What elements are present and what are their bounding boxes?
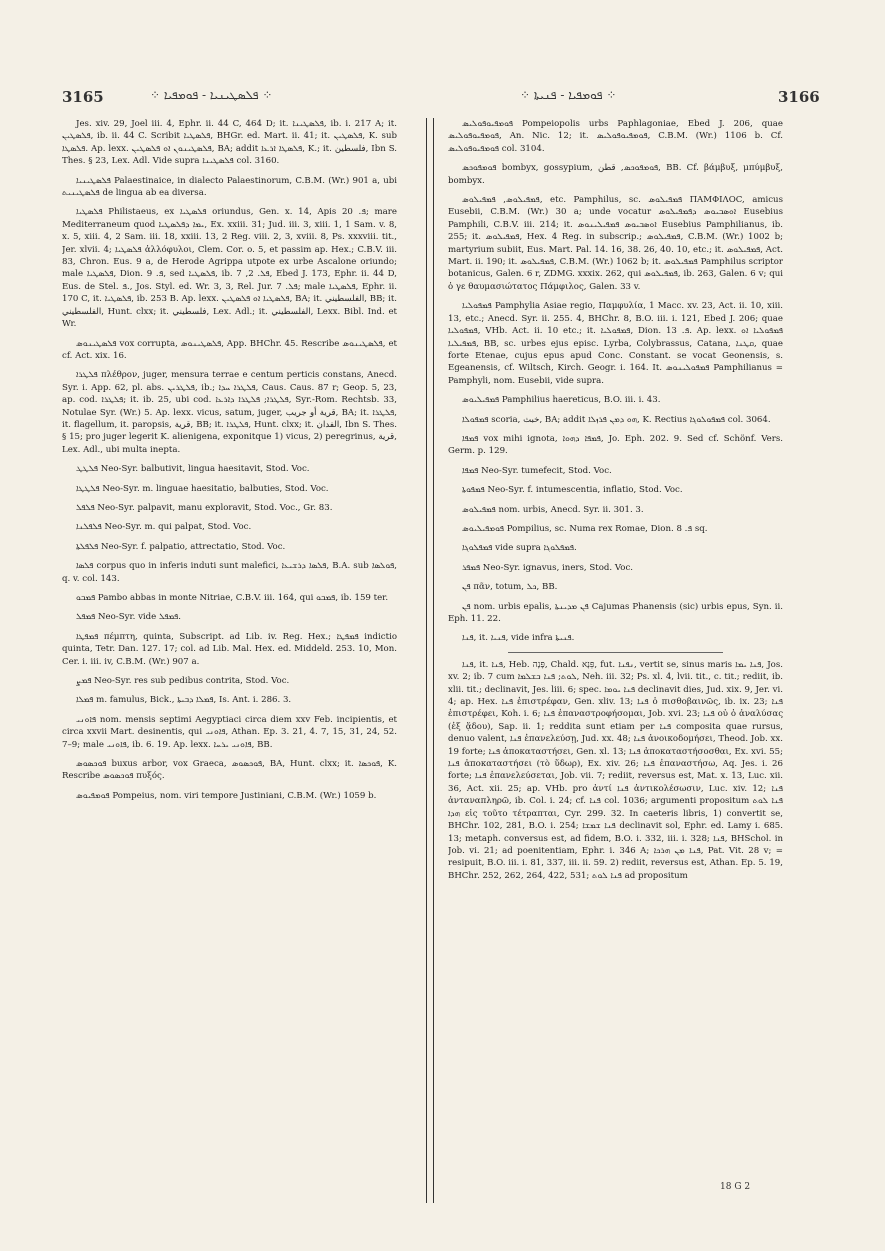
right-running-title: ⁘ ܦܘܡܦܝܐ - ܦܢܝܬܐ ⁘ (520, 88, 617, 102)
dictionary-entry: ܦܐܘܢܝ nom. mensis septimi Aegyptiaci circa diem xxv Feb. incipientis, et circa xxvii Mart. desinentis, qui ܦܐܘܢܝ, Athan. Ep. 3. 21, 4. 7, 15, 31, 24, 52. 7–9; male ܦܐܘܢܝ, ib. 6. 19. Ap. lexx. ܦܐܘܢܝ ܝܪܚܐ, BB. (62, 714, 397, 750)
column-divider (426, 118, 434, 1203)
dictionary-entry: ܦܡܦܐ Neo-Syr. tumefecit, Stod. Voc. (462, 465, 612, 476)
left-page-number: 3165 (62, 88, 104, 106)
dictionary-entry: ܦܡܦܠ Neo-Syr. vide ܦܡܦܠ. (76, 612, 182, 623)
dictionary-entry: ܦܘܡܦܝܘܦܘܠܝܣ Pompeiopolis urbs Paphlagoniae, Ebed J. 206, quae ܦܘܡܦܝܘܦܘܠܝܣ, An. Nic. 12; it. ܦܘܡܦܝܘܦܘܠܝܣ, C.B.M. (Wr.) 1106 b. Cf. ܦܘܡܦܝܘܦܘܠܝܣ col. 3104. (448, 119, 783, 154)
dictionary-entry: ܦܘܟܣܘܣ buxus arbor, vox Graeca, ܦܘܟܣܘܣ, BA, Hunt. clxx; it. ܦܘܟܣܐ, K. Rescribe ܦܘܟܣܘܣ πυξός. (62, 759, 397, 782)
dictionary-entry: ܦܡܦܘܬܐ Neo-Syr. f. intumescentia, inflatio, Stod. Voc. (462, 485, 683, 496)
dictionary-entry: ܦܡܠܐ m. famulus, Bick., ܦܡܠܐ ܕܒܝܬܐ, Is. Ant. i. 286. 3. (76, 695, 292, 706)
right-page-number: 3166 (778, 88, 820, 106)
dictionary-entry: ܦܘܡܦܝܠܝܘܣ Pompilius, sc. Numa rex Romae, Dion. ܦ. 8 sq. (462, 523, 708, 534)
dictionary-entry: ܦܡܦܪ Neo-Syr. ignavus, iners, Stod. Voc. (462, 562, 633, 573)
dictionary-entry: ܦܡܒܘ Pambo abbas in monte Nitriae, C.B.V. iii. 164, qui ܦܡܒܘ, ib. 159 ter. (76, 593, 389, 603)
dictionary-entry: ܦܠܣܛܝܢܝܐ Palaestinaice, in dialecto Palaestinorum, C.B.M. (Wr.) 901 a, ubi ܦܠܣܛܝܢܝܬ de lingua ab ea diversa. (62, 175, 397, 199)
dictionary-entry: Jes. xiv. 29, Joel iii. 4, Ephr. ii. 44 C, 464 D; it. ܦܠܣܛܝܢܐ, ib. i. 217 A; it. ܦܠܣܛܝܢ, ib. ii. 44 C. Scribit ܦܠܣܛܝܐ, BHGr. ed. Mart. ii. 41; it. ܦܠܣܛܝܢ, K. sub ܦܠܣܛܐ. Ap. lexx. ܦܠܣܛܝܢܘܢ ܐܘ ܦܠܣܛܝܢ, BA; addit ܦܠܣܛܐ ܐܪܥܐ, K.; it. فلسطين, Ibn S. Thes. § 23, Lex. Adl. Vide supra ܦܠܣܛܝܢܐ col. 3160. (62, 119, 397, 167)
dictionary-entry: ܦܡܦܐ vox mihi ignota, ܦܡܦܐ ܕܗܘܐ, Jo. Eph. 202. 9. Sed cf. Schönf. Vers. Germ. p. 129. (448, 433, 783, 457)
left-column (62, 118, 397, 1208)
dictionary-entry: ܦܡܦܝܠܘܣ nom. urbis, Anecd. Syr. ii. 301. 3. (462, 504, 644, 515)
dictionary-entry: ܦܡܦܝܠܝܘܣ Pamphilius haereticus, B.O. iii. i. 43. (462, 395, 661, 406)
dictionary-entry: ܦܡܦܛܐ πέμπτη, quinta, Subscript. ad Lib. iv. Reg. Hex.; ܦܡܦܛܐ indictio quinta, Tetr. Dan. 127. 17; col. ad Lib. Mal. Hex. ed. Middeld. 253. 10, Mon. Cer. i. iii. iv, C.B.M. (Wr.) 907 a. (62, 631, 397, 667)
dictionary-entry: ܦܡܨ Neo-Syr. res sub pedibus contrita, Stod. Voc. (76, 676, 290, 687)
dictionary-entry: ܦܢܐ, it. ܦܢܝܐ, vide infra ܦܢܝܬܐ. (462, 633, 575, 644)
dictionary-entry: ܦܢ πᾶν, totum, ܟܠ, BB. (462, 582, 558, 593)
dictionary-entry: ܦܠܣܐ corpus quo in inferis induti sunt malefici, ܦܠܣܐ ܕܪܫܝܥܐ, B.A. sub ܦܘܠܣܐ, q. v. col. 143. (62, 561, 397, 584)
dictionary-entry: ܦܘܡܦܘܟܣ bombyx, gossypium, ܦܘܡܦܘܟܣ, قطن, BB. Cf. βάμβυξ, μπύμβυξ, bombyx. (448, 163, 783, 186)
section-divider (508, 652, 723, 653)
dictionary-entry: ܦܡܦܘܠܝܐ Pamphylia Asiae regio, Παμφυλία, 1 Macc. xv. 23, Act. ii. 10, xiii. 13, etc.; Anecd. Syr. ii. 255. 4, BHChr. 8, B.O. iii. i. 121, Ebed J. 206; quae ܦܡܦܘܠܝܐ, VHb. Act. ii. 10 etc.; it. ܦܡܦܘܠܝܐ, Dion. ܦ. 13. Ap. lexx. ܦܡܦܘܠܝܐ ܐܘ ܦܡܦܝܠܝܐ, BB, sc. urbes ejus episc. Lyrba, Colybrassus, Catana, ܩܛܢܐ, quae forte Etenae, cujus epus apud Conc. Constant. se vocat Geonensis, s. Egeanensis, cf. Wiltsch, Kirch. Geogr. i. 164. It. ܦܡܦܘܠܝܢܘܣ Pamphilianus = Pamphyli, nom. Eusebii, vide supra. (448, 301, 783, 386)
dictionary-entry: ܦܡܦܘܠܐ scoria, خبث, BA; addit ܗܘ ܕܡܢ ܦܪܙܠܐ, K. Rectius ܦܡܦܘܠܘܓܐ col. 3064. (462, 414, 771, 425)
dictionary-entry: ܦܠܦܠܬܐ Neo-Syr. f. palpatio, attrectatio, Stod. Voc. (76, 541, 286, 552)
right-column (448, 118, 783, 1208)
dictionary-entry: ܦܠܛܛܐ Neo-Syr. m. linguae haesitatio, balbuties, Stod. Voc. (76, 483, 329, 494)
dictionary-entry: ܦܡܦܝܠܘܣ, ܦܡܦܝܠܘܣ, etc. Pamphilus, sc. ܦܡܦܝܠܘܣ ΠΑΜΦΙΛΟC, amicus Eusebii, C.B.M. (Wr.) 30 a; unde vocatur ܐܘܣܒܝܘܣ ܕܦܡܦܝܠܘܣ Eusebius Pamphili, C.B.V. iii. 214; it. ܐܘܣܒܝܘܣ ܦܡܦܝܠܝܢܘܣ Eusebius Pamphilianus, ib. 255; it. ܦܡܦܝܠܘܣ, Hex. 4 Reg. in subscrip.; ܦܡܦܝܠܘܣ, C.B.M. (Wr.) 1002 b; martyrium subiit, Eus. Mart. Pal. 14. 16, 38. 26, 40. 10, etc.; it. ܦܡܦܝܠܘܣ, Act. Mart. ii. 190; it. ܦܡܦܝܠܘܣ, C.B.M. (Wr.) 1062 b; it. ܦܡܦܝܠܘܣ Pamphilus scriptor botanicus, Galen. 6 r, ZDMG. xxxix. 262, qui ܦܡܦܝܠܘܣ, ib. 263, Galen. 6 v; qui ὁ γε θαυμασιώτατος Πάμφιλος, Galen. 33 v. (448, 195, 783, 292)
dictionary-entry: ܦܢ nom. urbis epalis, ܦܢ ܡܕܝܢܬܐ Cajumas Phanensis (sic) urbis epus, Syn. ii. Eph. 11. 22. (448, 601, 783, 624)
dictionary-entry: ܦܠܛܛ Neo-Syr. balbutivit, lingua haesitavit, Stod. Voc. (76, 464, 310, 475)
dictionary-entry: ܦܠܛܪܐ πλέθρον, juger, mensura terrae e centum perticis constans, Anecd. Syr. i. App. 62, pl. abs. ܦܠܛܪܝܢ, ib.; ܦܠܛܪܐ ܚܕܐ, Caus. Caus. 87 r; Geop. 5, 23, ap. cod. ܦܠܛܪܐ; it. ib. 25, ubi cod. ܦܠܛܪܐ; ܦܠܛܪܐ ܕܐܪܥܐ, Syr.-Rom. Rechtsb. 33, Notulae Syr. (Wr.) 5. Ap. lexx. vicus, satum, juger, قرية أو جريب, BA; it. ܦܠܛܪܐ, it. flagellum, it. paropsis, قرية, BB; it. ܦܠܛܪܐ, Hunt. clxx; it. الفدان, Ibn S. Thes. § 15; pro juger legerit K. alienigena, exponitque 1) vicus, 2) peregrinus, قرية, Lex. Adl., ubi multa inepta. (62, 370, 397, 455)
dictionary-entry: ܦܠܣܛܝܢܘܣ vox corrupta, ܦܠܣܛܝܢܘܣ, App. BHChr. 45. Rescribe ܦܠܣܛܝܢܘܣ, et cf. Act. xix. 16. (62, 338, 397, 361)
left-running-title: ⁘ ܦܠܣܛܝܢܝܐ - ܦܘܡܦܝܐ ⁘ (150, 88, 273, 102)
dictionary-entry: ܦܠܦܠܢܐ Neo-Syr. m. qui palpat, Stod. Voc. (76, 522, 252, 533)
signature-mark: 18 G 2 (720, 1182, 751, 1192)
dictionary-entry: ܦܠܣܛܝܐ Philistaeus, ex ܦܠܣܛܝܐ oriundus, Gen. x. 14, Apis ܦ. 20; mare Mediterraneum quod ܝܡܐ ܕܦܠܣܛܝܐ, Ex. xxiii. 31; Jud. iii. 3, xiii. 1, 1 Sam. v. 8, x. 5, xiii. 4, 2 Sam. iii. 18, xxiii. 13, 2 Reg. viii. 2, 3, xviii. 8, Ps. xxxviii. tit., Jer. xlvii. 4; ܦܠܣܛܝܐ ἀλλόφυλοι, Clem. Cor. o. 5, et passim ap. Hex.; C.B.V. iii. 83, Chron. Eus. 9 a, de Herode Agrippa utpote ex urbe Ascalone oriundo; male ܦܠܣܛܝܐ, Dion. ܦ. 9, sed ܦܠܣܛܝܐ, ib. ܦܠ. 2, 7, Ebed J. 173, Ephr. ii. 44 D, Eus. de Stel. ܦ., Jos. Styl. ed. Wr. 3, 3, Rel. Jur. ܦܠ. 7; male ܦܠܣܛܝܐ, Ephr. ii. 170 C, it. ܦܠܣܛܝܐ, ib. 253 B. Ap. lexx. ܦܠܣܛܝܐ ܐܘ ܦܠܣܛܝܢ, BA; it. الفلسطيني, BB; it. الفلسطيني, Hunt. clxx; it. فلسطيني, Lex. Adl.; it. الفلسطيني, Lexx. Bibl. Ind. et Wr. (62, 207, 397, 330)
dictionary-entry: ܦܡܦܠܘܓܐ vide supra ܦܡܦܠܘܓܐ. (462, 543, 577, 554)
dictionary-entry: ܦܘܡܦܝܘܣ Pompeius, nom. viri tempore Justiniani, C.B.M. (Wr.) 1059 b. (76, 790, 377, 801)
dictionary-entry: ܦܠܦܠ Neo-Syr. palpavit, manu exploravit, Stod. Voc., Gr. 83. (76, 502, 333, 513)
dictionary-entry: ܦܢܐ, it. ܦܢܐ, Heb. פָּנָה, Chald. פְּנָא, fut. ܢܦܢܐ, vertit se, sinus maris ܦܢܐ ܝܡܐ, Jos. xv. 2; ib. 7 cum ܠܘܬ; ܦܢܐ ܒܫܠܡܐ, Neh. iii. 32; Ps. xl. 4, lvii. tit., c. tit.; rediit, ib. xlii. tit.; declinavit, Jes. liii. 6; spec. ܦܢܐ ܝܘܡܐ declinavit dies, Jud. xix. 9, Jer. vi. 4; ap. Hex. ܦܢܐ ἐπιστρέφαν, Gen. xliv. 13; ܦܢܐ ὁ πισθοβαινῶς, ib. ix. 23; ܦܢܐ ἐπιστρέφει, Koh. i. 6; ܦܢܐ ἐπαναστροφήσομαι, Job. xvi. 23; ܦܢܐ οὐ ὁ ἀναλύσας (ἐξ ᾅδου), Sap. ii. 1; reddita sunt etiam per ܦܢܐ composita quae rursus, denuo valent, ܦܢܐ ἐπανελεύσῃ, Jud. xx. 48; ܦܢܐ ἀνοικοδομήσει, Theod. Job. xx. 19 forte; ܦܢܐ ἀποκαταστήσει, Gen. xl. 13; ܦܢܐ ἀποκαταστήσοσθαι, Ex. xvi. 55; ܦܢܐ ἀποκαταστήσει (τὸ ὕδωρ), Ex. xiv. 26; ܦܢܐ ἐπαναστήσω, Aq. Jes. i. 26 forte; ܦܢܐ ἐπανελεύσεται, Job. vii. 7; rediit, reversus est, Mat. x. 13, Luc. xii. 36, Act. xii. 25; ap. VHb. pro ἀντί ܦܢܐ ἀντικολέσωσιν, Luc. xiv. 12; ܦܢܐ ἀνταναπληρῶ, ib. Col. i. 24; cf. ܦܢܐ col. 1036; argumenti propositum ܦܢܐ ܠܘܬ ܗܕܐ εἰς τοῦτο τέτραπται, Cyr. 299. 32. In caeteris libris, 1) convertit se, BHChr. 102, 281, B.O. i. 254; ܦܢܐ ܫܡܫܐ declinavit sol, Ephr. ed. Lamy i. 685. 13; metaph. conversus est, ad fidem, B.O. i. 332, iii. i. 328; ܦܢܐ, BHSchol. in Job. vi. 21; ad poenitentiam, Ephr. i. 346 A; ܦܢܐ ܡܢ ܗܪܟܐ, Pat. Vit. 28 v; = resipuit, B.O. iii. i. 81, 337, iii. ii. 59. 2) rediit, reversus est, Athan. Ep. 5. 19, BHChr. 252, 262, 264, 422, 531; ܦܢܐ ܠܘܬ ad propositum (448, 659, 783, 881)
